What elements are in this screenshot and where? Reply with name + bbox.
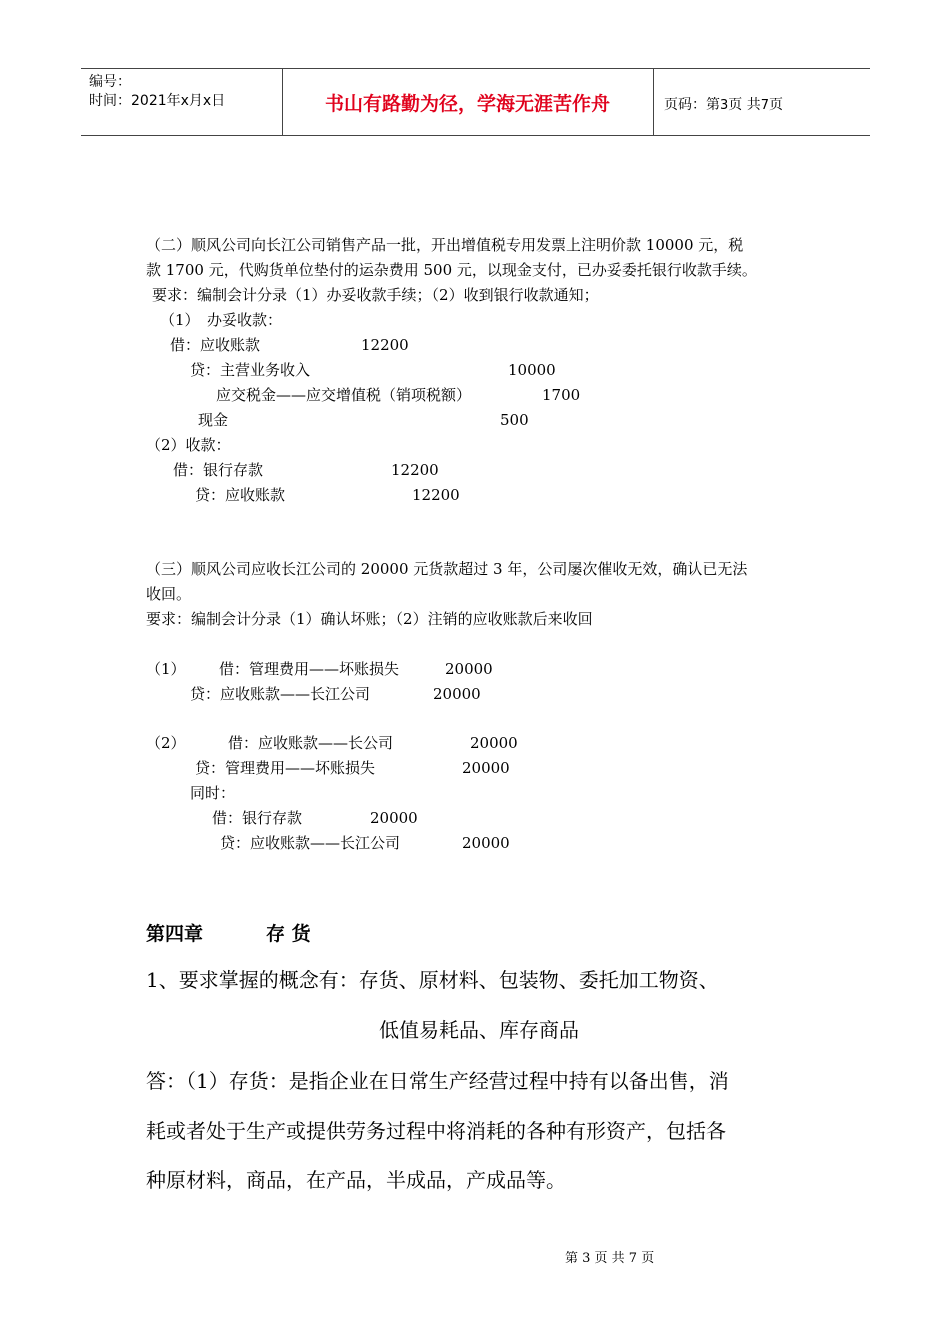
journal-entry-label: 贷：主营业务收入	[190, 361, 311, 379]
journal-entry-amount: 20000	[462, 759, 510, 777]
answer-line: 答：（1）存货：是指企业在日常生产经营过程中持有以备出售，消	[146, 1069, 729, 1093]
journal-entry-label: 借：管理费用——坏账损失	[219, 660, 400, 678]
journal-entry-label: 贷：应收账款	[195, 486, 286, 504]
s2-paragraph-line: 款 1700 元，代购货单位垫付的运杂费用 500 元，以现金支付，已办妥委托银行收款手续。	[146, 261, 757, 279]
s3-part1-heading: （1）	[146, 660, 186, 678]
s3-paragraph-line: 收回。	[146, 585, 192, 603]
doc-time-label: 时间：2021年x月x日	[89, 93, 226, 109]
journal-entry-amount: 1700	[542, 386, 581, 404]
journal-entry-amount: 20000	[470, 734, 518, 752]
header-motto: 书山有路勤为径，学海无涯苦作舟	[324, 92, 610, 115]
s3-requirement: 要求：编制会计分录（1）确认坏账；（2）注销的应收账款后来收回	[146, 610, 593, 628]
journal-entry-amount: 500	[500, 411, 529, 429]
journal-entry-amount: 12200	[361, 336, 409, 354]
s3-part2-heading: （2）	[146, 734, 186, 752]
journal-entry-label: 贷：应收账款——长江公司	[220, 834, 401, 852]
doc-number-label: 编号：	[89, 74, 131, 90]
journal-entry-amount: 12200	[391, 461, 439, 479]
chapter-title: 存 货	[266, 923, 311, 945]
journal-entry-label: 现金	[198, 411, 229, 429]
s2-requirement: 要求：编制会计分录（1）办妥收款手续；（2）收到银行收款通知；	[152, 286, 599, 304]
same-time-label: 同时：	[190, 784, 236, 802]
journal-entry-amount: 12200	[412, 486, 460, 504]
s2-part2-heading: （2）收款：	[146, 436, 231, 454]
journal-entry-label: 应交税金——应交增值税（销项税额）	[216, 386, 472, 404]
journal-entry-label: 借：银行存款	[212, 809, 303, 827]
journal-entry-amount: 20000	[445, 660, 493, 678]
page-label: 页码：第	[664, 97, 720, 113]
s3-paragraph-line: （三）顺风公司应收长江公司的 20000 元货款超过 3 年，公司屡次催收无效，确认已无法	[146, 560, 748, 578]
journal-entry-label: 贷：应收账款——长江公司	[190, 685, 371, 703]
s2-part1-heading: （1） 办妥收款：	[160, 311, 283, 329]
concept-list-line: 1、要求掌握的概念有：存货、原材料、包装物、委托加工物资、	[146, 968, 719, 992]
page-footer: 第 3 页 共 7 页	[565, 1251, 655, 1266]
header-meta	[89, 73, 225, 111]
journal-entry-amount: 20000	[433, 685, 481, 703]
journal-entry-label: 借：应收账款——长公司	[228, 734, 394, 752]
journal-entry-amount: 20000	[370, 809, 418, 827]
concept-list-line: 低值易耗品、库存商品	[379, 1018, 579, 1042]
journal-entry-amount: 20000	[462, 834, 510, 852]
journal-entry-label: 借：银行存款	[173, 461, 264, 479]
s2-paragraph-line: （二）顺风公司向长江公司销售产品一批，开出增值税专用发票上注明价款 10000 元，税	[146, 236, 744, 254]
header-divider	[653, 69, 654, 135]
journal-entry-amount: 10000	[508, 361, 556, 379]
page-header	[81, 68, 870, 136]
page-of-label: 页 共	[728, 97, 761, 113]
header-page-info	[664, 94, 783, 114]
page-end-label: 页	[769, 97, 784, 113]
page-total: 7	[760, 98, 770, 113]
page-number: 3	[720, 98, 729, 113]
journal-entry-label: 借：应收账款	[170, 336, 261, 354]
answer-line: 种原材料，商品，在产品，半成品，产成品等。	[146, 1168, 566, 1192]
answer-line: 耗或者处于生产或提供劳务过程中将消耗的各种有形资产，包括各	[146, 1119, 726, 1143]
journal-entry-label: 贷：管理费用——坏账损失	[195, 759, 376, 777]
chapter-number: 第四章	[146, 923, 204, 945]
